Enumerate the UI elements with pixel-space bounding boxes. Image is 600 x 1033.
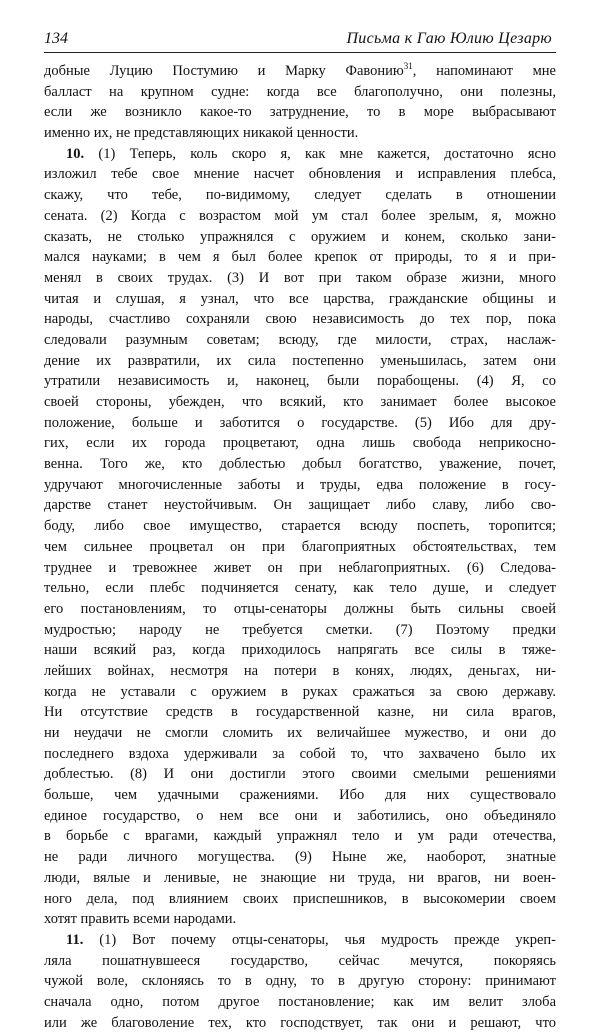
text-line: ляла пошатнувшееся государство, сейчас мечутся, покоряясь [44,952,556,969]
text-line: Ни отсутствие средств в государственной казне, ни сила врагов, [44,704,556,721]
footnote-ref[interactable]: 31 [403,61,413,72]
text-line: скажу, что тебе, по-видимому, следует сделать в отношении [44,187,556,204]
text-line: балласт на крупном судне: когда все благополучно, они полезны, [44,83,556,100]
page-number: 134 [44,30,68,47]
text-line: боду, либо свое имущество, старается всюду поспеть, торопится; [44,518,556,535]
text-line: менял в своих трудах. (3) И вот при таком образе жизни, много [44,269,556,286]
text-line: сказать, не столько упражнялся с оружием и конем, сколько зани- [44,228,556,245]
text-line: люди, вялые и ленивые, не знающие ни труда, ни врагов, ни воен- [44,869,556,886]
text-line: именно их, не представляющих никакой ценности. [44,125,359,142]
text-line: доблестью. (8) И они достигли этого своими смелыми решениями [44,766,556,783]
text-line: положение, больше и заботится о государстве. (5) Ибо для дру- [44,414,556,431]
running-title: Письма к Гаю Юлию Цезарю [346,30,552,47]
text-line: не ради личного могущества. (9) Ныне же, наоборот, знатные [44,849,556,866]
body-text [44,61,556,1033]
text-line: дарстве станет неустойчивым. Он защищает либо славу, либо сво- [44,497,556,514]
text-line: труднее и тревожнее живет он при неблагоприятных. (6) Следова- [44,559,556,576]
text-line: единое государство, о нем все они и заботились, оно объединяло [44,807,556,824]
text-line: чем сильнее процветал он при благоприятных обстоятельствах, тем [44,538,556,555]
text-line: читая и слушая, я узнал, что все царства, гражданские общины и [44,290,556,307]
text-line: народы, счастливо сохраняли свою независимость до тех пор, пока [44,311,556,328]
text-line: своей стороны, убежден, что всякий, кто занимает более высокое [44,394,556,410]
text-line: венна. Того же, кто доблестью добыл богатство, уважение, почет, [44,456,556,473]
text-line: его постановлениям, то отцы-сенаторы должны быть сильны своей [44,600,556,617]
text-line: если же возникло какое-то затруднение, то в море выбрасывают [44,104,556,121]
section-number: 11. [66,931,84,948]
page-header [44,24,556,53]
text-line: лейших войнах, несмотря на потери в конях, людях, деньгах, ни- [44,662,556,679]
book-page [44,24,556,1033]
text-line: ного дела, под влиянием своих приспешников, в высокомерии своем [44,890,556,907]
text-line: изложил тебе свое мнение насчет обновления и исправления плебса, [44,166,556,183]
text-line: ни неудачи не смогли сломить их величайшее мужество, и они до [44,725,556,741]
text-line: добные Луцию Постумию и Марку Фавонию$^{31}$, напоминают мне [44,61,556,79]
text-line: когда не уставали с оружием в руках сражаться за свою державу. [44,683,556,700]
text-line: мудростью; народу не требуется сметки. (7) Поэтому предки [44,621,556,638]
text-line: сената. (2) Когда с возрастом мой ум стал более зрелым, я, можно [44,207,556,224]
text-line: 10. (1) Теперь, коль скоро я, как мне кажется, достаточно ясно [66,145,556,162]
text-line: дение их развратили, их сила постепенно уменьшилась, затем они [44,352,556,369]
text-line: следовали разумным советам; всюду, где милости, страх, наслаж- [44,331,556,348]
text-line: хотят править всеми народами. [44,911,237,928]
text-line: сначала одно, потом другое постановление; как им велит злоба [44,993,556,1010]
text-line: гих, если их города процветают, одна лишь свобода неприкосно- [44,435,556,452]
text-line: последнего вздоха удерживали за собой то, что захвачено было их [44,745,556,762]
text-line: или же благоволение тех, кто господствует, так они и решают, что [44,1014,556,1031]
text-line: в борьбе с врагами, каждый упражнял тело и ум ради отечества, [44,828,556,845]
text-line: больше, чем удачными сражениями. Ибо для них существовало [44,787,556,804]
text-line: наши всякий раз, когда приходилось напрягать все силы в тяже- [44,642,556,659]
text-line: чужой воле, склоняясь то в одну, то в другую сторону: принимают [44,973,556,990]
section-number: 10. [66,145,85,162]
text-line: мался науками; в чем я был более крепок от природы, то я и при- [44,249,556,266]
text-line: 11. (1) Вот почему отцы-сенаторы, чья мудрость прежде укреп- [66,931,556,948]
text-line: удручают многочисленные заботы и труды, едва положение в госу- [44,476,556,493]
text-line: тельно, если плебс подчиняется сенату, как тело душе, и следует [44,580,556,597]
text-line: утратили независимость и, наконец, были порабощены. (4) Я, со [44,373,556,390]
